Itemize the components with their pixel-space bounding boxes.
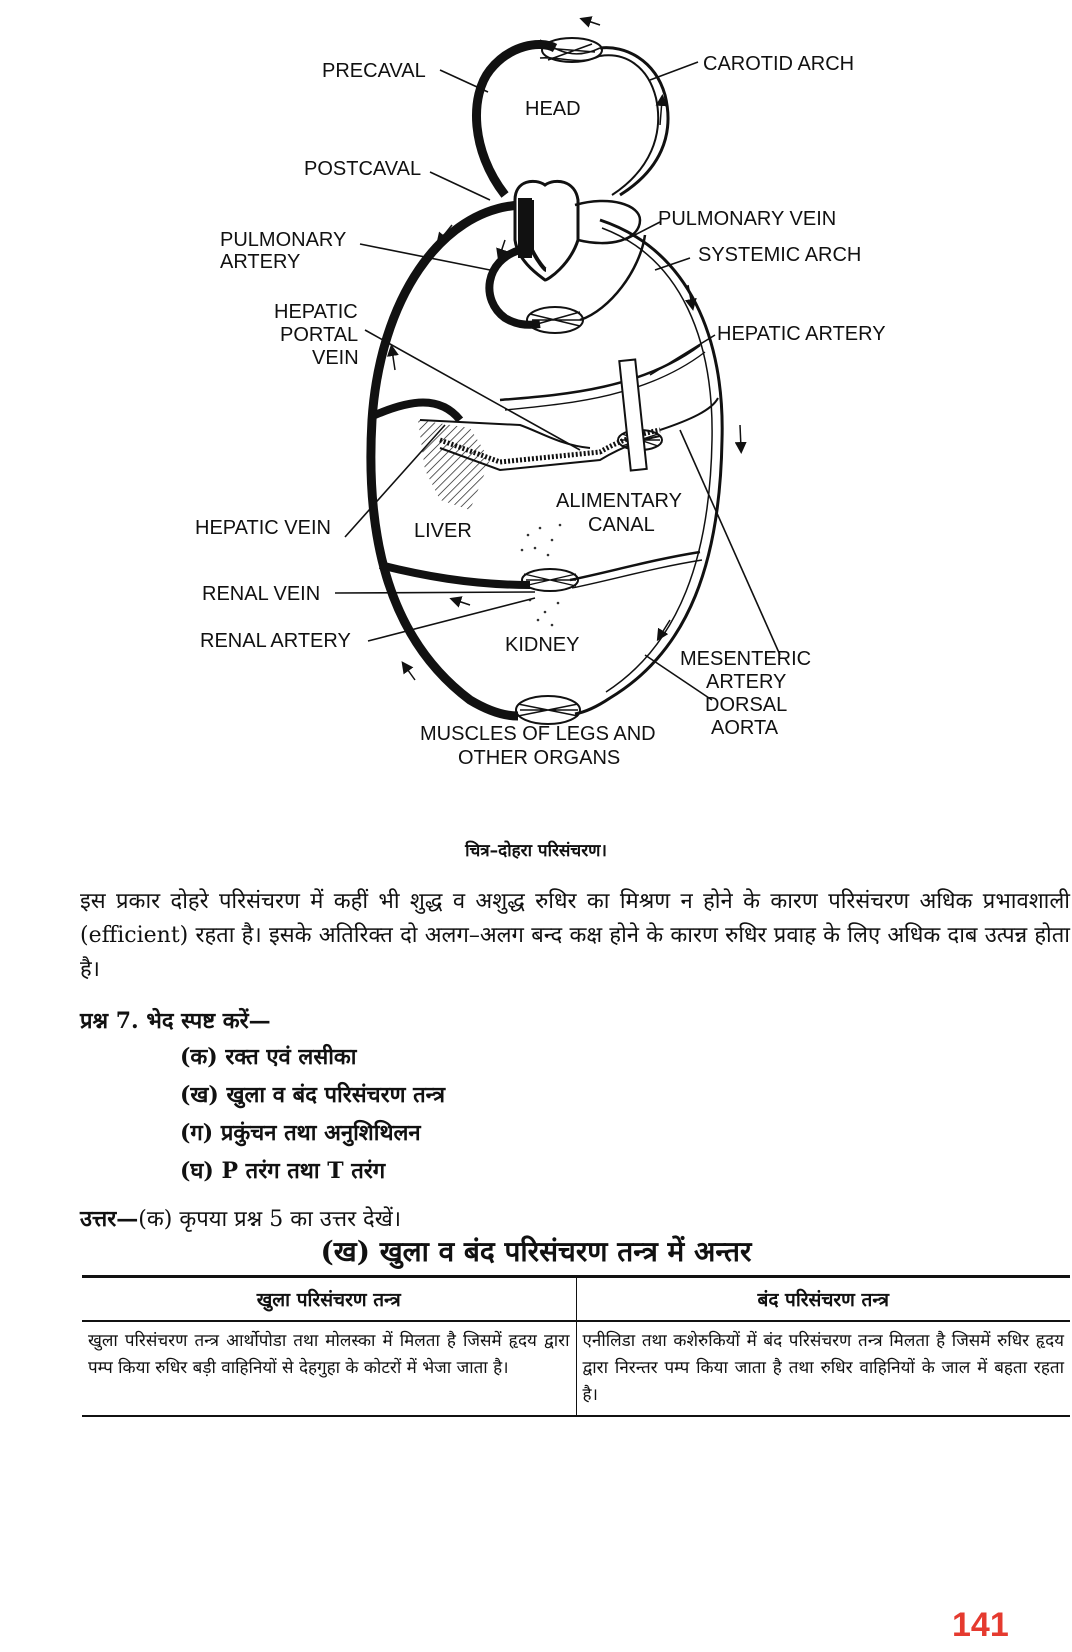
question-heading: प्रश्न 7. भेद स्पष्ट करें—	[80, 1008, 271, 1034]
table-row	[82, 1321, 1070, 1416]
dorsal-aorta	[575, 220, 722, 714]
label-hepatic-vein: HEPATIC VEIN	[195, 517, 331, 539]
heart	[515, 181, 640, 280]
answer-line	[80, 1203, 401, 1233]
question-item: (ग) प्रकुंचन तथा अनुशिथिलन	[180, 1120, 421, 1146]
answer-label: उत्तर—	[80, 1206, 139, 1232]
label-systemic-arch: SYSTEMIC ARCH	[698, 244, 862, 266]
label-postcaval: POSTCAVAL	[304, 158, 422, 180]
table-cell-open: खुला परिसंचरण तन्त्र आर्थोपोडा तथा मोलस्का में मिलता है जिसमें हृदय द्वारा पम्प किया रुधिर बड़ी वाहिनियों से देहगुहा के कोटरों में भेजा जाता है।	[82, 1321, 576, 1416]
label-alimentary-2: CANAL	[588, 514, 655, 536]
figure-caption: चित्र–दोहरा परिसंचरण।	[465, 841, 607, 861]
label-pulmonary-artery-2: ARTERY	[220, 251, 301, 273]
body-paragraph: इस प्रकार दोहरे परिसंचरण में कहीं भी शुद्ध व अशुद्ध रुधिर का मिश्रण न होने के कारण परिसंचरण अधिक प्रभावशाली (efficient) रहता है। इसके अतिरिक्त दो अलग–अलग बन्द कक्ष होने के कारण रुधिर प्रवाह के लिए अधिक दाब उत्पन्न होता है।	[80, 889, 1070, 982]
label-precaval: PRECAVAL	[322, 60, 426, 82]
label-renal-vein: RENAL VEIN	[202, 583, 321, 605]
question-item: (क) रक्त एवं लसीका	[180, 1044, 357, 1070]
answer-text: (क) कृपया प्रश्न 5 का उत्तर देखें।	[138, 1207, 402, 1232]
label-hepatic-portal-3: VEIN	[312, 347, 359, 369]
label-liver: LIVER	[414, 520, 472, 542]
label-pulmonary-vein: PULMONARY VEIN	[658, 208, 837, 230]
label-dorsal-1: DORSAL	[705, 694, 788, 716]
column-header-open: खुला परिसंचरण तन्त्र	[82, 1277, 576, 1322]
label-hepatic-portal-1: HEPATIC	[274, 301, 358, 323]
label-dorsal-2: AORTA	[711, 717, 779, 739]
label-kidney: KIDNEY	[505, 634, 580, 656]
label-mesenteric-2: ARTERY	[706, 671, 787, 693]
label-renal-artery: RENAL ARTERY	[200, 630, 351, 652]
section-heading: (ख) खुला व बंद परिसंचरण तन्त्र में अन्तर	[320, 1235, 752, 1268]
label-alimentary-1: ALIMENTARY	[556, 490, 682, 512]
column-header-closed: बंद परिसंचरण तन्त्र	[576, 1277, 1070, 1322]
label-muscles-1: MUSCLES OF LEGS AND	[420, 723, 656, 745]
liver-hatch	[418, 420, 490, 510]
muscles-capillary-bed	[516, 696, 580, 724]
label-pulmonary-artery-1: PULMONARY	[220, 229, 347, 251]
comparison-table	[82, 1275, 1070, 1417]
question-item: (ख) खुला व बंद परिसंचरण तन्त्र	[180, 1082, 445, 1108]
table-cell-closed: एनीलिडा तथा कशेरुकियों में बंद परिसंचरण तन्त्र मिलता है जिसमें रुधिर हृदय द्वारा निरन्तर पम्प किया जाता है तथा रुधिर वाहिनियों के जाल में बहता रहता है।	[576, 1321, 1070, 1416]
label-mesenteric-1: MESENTERIC	[680, 648, 812, 670]
label-carotid-arch: CAROTID ARCH	[703, 53, 855, 75]
page-number: 141	[952, 1606, 1009, 1644]
label-muscles-2: OTHER ORGANS	[458, 747, 621, 769]
kidney-region	[380, 552, 702, 591]
table-header-row	[82, 1277, 1070, 1322]
label-hepatic-portal-2: PORTAL	[280, 324, 359, 346]
label-hepatic-artery: HEPATIC ARTERY	[717, 323, 886, 345]
question-item: (घ) P तरंग तथा T तरंग	[180, 1158, 386, 1184]
label-head: HEAD	[525, 98, 581, 120]
